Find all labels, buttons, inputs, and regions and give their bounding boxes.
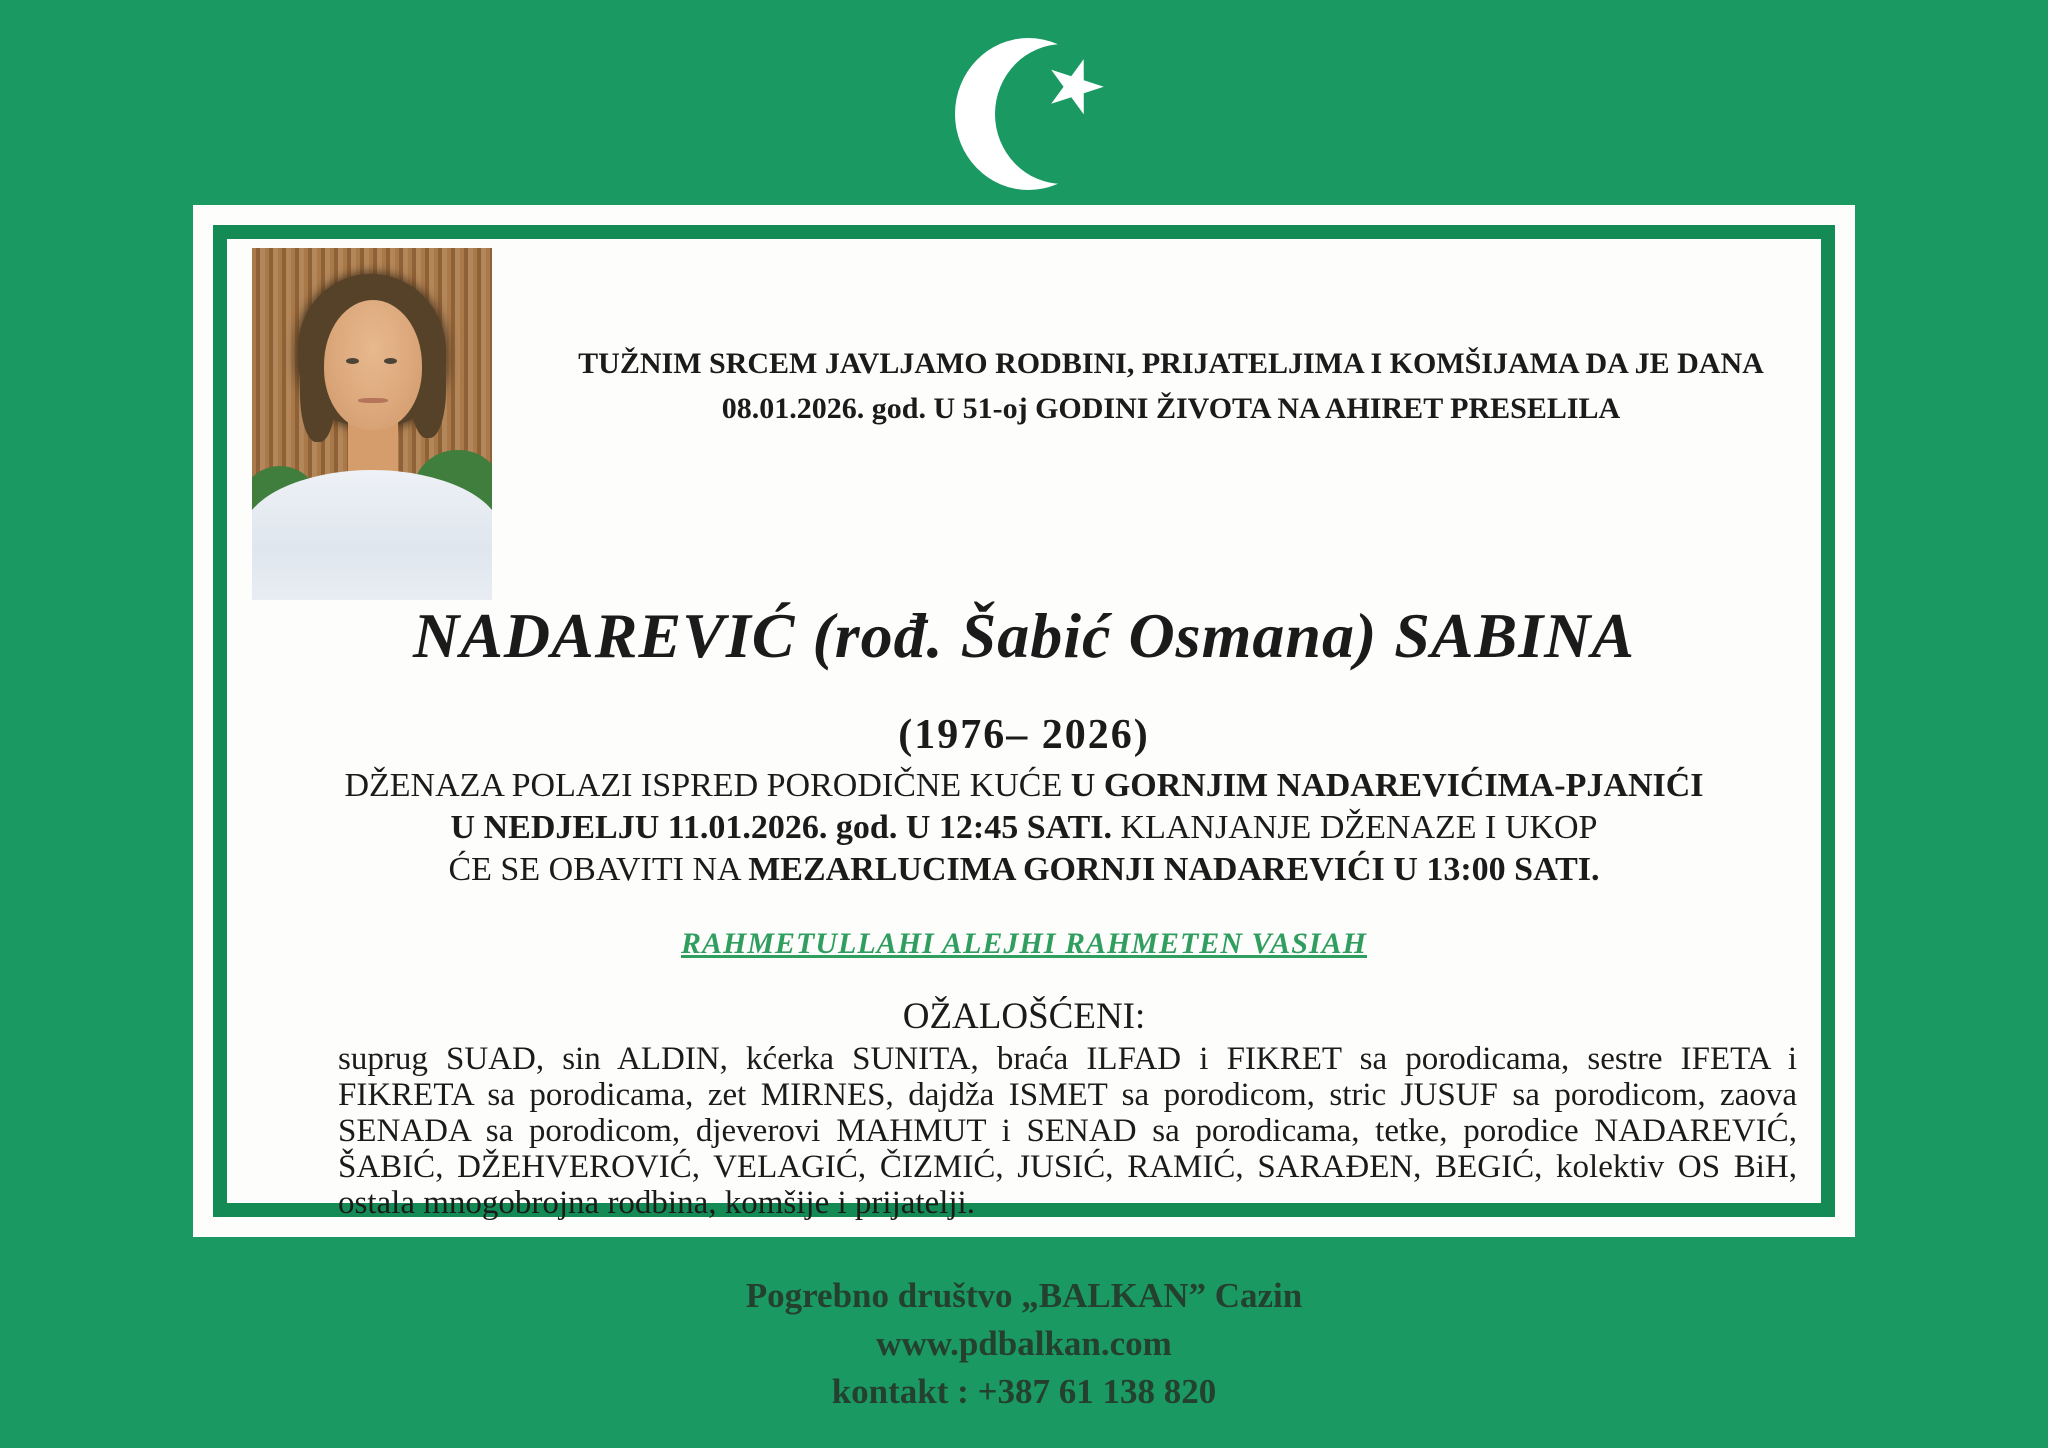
portrait-eye (346, 358, 359, 364)
funeral-line-2-regular: KLANJANJE DŽENAZE I UKOP (1112, 809, 1598, 846)
funeral-line-2-bold: U NEDJELJU 11.01.2026. god. U 12:45 SATI. (450, 809, 1113, 846)
funeral-line-1-bold: U GORNJIM NADAREVIĆIMA-PJANIĆI (1070, 767, 1704, 804)
funeral-line-1 (221, 765, 1827, 807)
obituary-card (193, 205, 1855, 1237)
crescent-and-star-symbol (955, 33, 1135, 198)
rahmet-line: RAHMETULLAHI ALEJHI RAHMETEN VASIAH (681, 927, 1367, 960)
portrait-photo (252, 248, 492, 600)
funeral-details (221, 765, 1827, 891)
deceased-name: NADAREVIĆ (rođ. Šabić Osmana) SABINA (412, 600, 1636, 671)
funeral-line-2 (221, 807, 1827, 849)
mourners-heading: OŽALOŠĆENI: (902, 996, 1146, 1037)
life-years: (1976– 2026) (898, 712, 1150, 758)
mourners-list: suprug SUAD, sin ALDIN, kćerka SUNITA, braća ILFAD i FIKRET sa porodicama, sestre IFETA i FIKRETA sa porodicama, zet MIRNES, dajdža ISMET sa porodicom, stric JUSUF sa porodicom, zaova SENADA sa porodicom, djeverovi MAHMUT i SENAD sa porodicama, tetke, porodice NADAREVIĆ, ŠABIĆ, DŽEHVEROVIĆ, VELAGIĆ, ČIZMIĆ, JUSIĆ, RAMIĆ, SARAĐEN, BEGIĆ, kolektiv OS BiH, ostala mnogobrojna rodbina, komšije i prijatelji. (338, 1041, 1797, 1221)
portrait-blouse (252, 470, 492, 600)
portrait-eye (384, 358, 397, 364)
funeral-home-website: www.pdbalkan.com (876, 1324, 1172, 1363)
intro-line-2: 08.01.2026. god. U 51-oj GODINI ŽIVOTA NA AHIRET PRESELILA (721, 392, 1621, 425)
funeral-line-3-bold: MEZARLUCIMA GORNJI NADAREVIĆI U 13:00 SATI. (748, 851, 1600, 888)
funeral-home-name: Pogrebno društvo „BALKAN” Cazin (745, 1276, 1303, 1315)
funeral-line-3 (221, 849, 1827, 891)
star-icon: ★ (1031, 35, 1119, 135)
portrait-mouth (358, 398, 388, 403)
announcement-intro (523, 341, 1819, 431)
funeral-home-contact: kontakt : +387 61 138 820 (831, 1372, 1217, 1411)
funeral-home-footer (0, 1272, 2048, 1416)
funeral-line-3-regular: ĆE SE OBAVITI NA (448, 851, 749, 888)
funeral-line-1-regular: DŽENAZA POLAZI ISPRED PORODIČNE KUĆE (344, 767, 1071, 804)
portrait-face (324, 300, 422, 430)
intro-line-1: TUŽNIM SRCEM JAVLJAMO RODBINI, PRIJATELJIMA I KOMŠIJAMA DA JE DANA (578, 347, 1764, 380)
